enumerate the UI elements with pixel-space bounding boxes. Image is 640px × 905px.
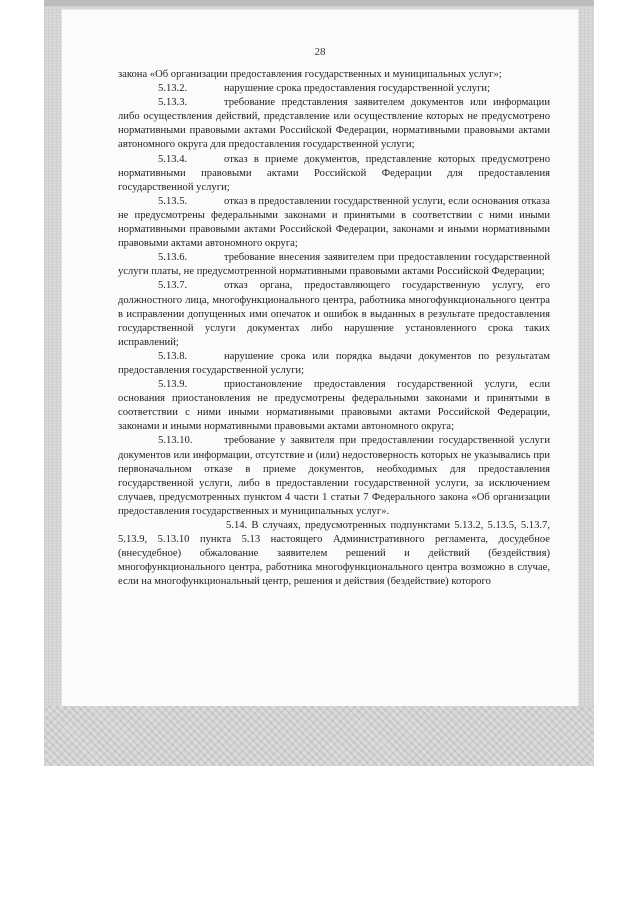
list-item	[118, 96, 550, 152]
paragraph-text: закона «Об организации предоставления государственных и муниципальных услуг»;	[118, 69, 502, 80]
list-item	[118, 378, 550, 434]
item-number: 5.13.7.	[158, 280, 188, 292]
list-item	[118, 279, 550, 349]
list-item	[118, 195, 550, 251]
item-number: 5.13.9.	[158, 379, 188, 391]
list-item	[118, 519, 550, 589]
list-item	[118, 153, 550, 195]
scan-noise-band	[44, 706, 594, 766]
page-number: 28	[314, 46, 326, 58]
item-number: 5.13.6.	[158, 252, 188, 264]
item-number: 5.13.5.	[158, 195, 188, 207]
item-number: 5.13.2.	[158, 83, 188, 95]
list-item	[118, 434, 550, 519]
list-item	[118, 82, 550, 96]
item-text: нарушение срока или порядка выдачи документов по результатам предоставления государственной услуги;	[118, 350, 550, 376]
item-text: отказ в предоставлении государственной услуги, если основания отказа не предусмотрены федеральными законами и принятыми в соответствии с ними иными нормативными правовыми актами Российской Федерации, законами и иными нормативными правовыми актами автономного округа;	[118, 195, 550, 250]
item-number: 5.13.8.	[158, 350, 188, 362]
item-text: нарушение срока предоставления государственной услуги;	[224, 83, 491, 95]
item-text: требование внесения заявителем при предоставлении государственной услуги платы, не предусмотренной нормативными правовыми актами Российской Федерации;	[118, 252, 550, 278]
item-text: требование у заявителя при предоставлении государственной услуги документов или информации, отсутствие и (или) недостоверность которых не указывались при первоначальном отказе в приеме документов, необходимых для предоставления государственной услуги, либо в предоставлении государственной услуги, за исключением случаев, предусмотренных пунктом 4 части 1 статьи 7 Федерального закона «Об организации предоставления государственных и муниципальных услуг».	[118, 435, 550, 517]
list-item	[118, 251, 550, 279]
item-text: 5.14. В случаях, предусмотренных подпунктами 5.13.2, 5.13.5, 5.13.7, 5.13.9, 5.13.10 пункта 5.13 настоящего Административного регламента, досудебное (внесудебное) обжалование заявителем решений и действий (бездействия) многофункционального центра, работника многофункционального центра возможно в случае, если на многофункциональный центр, решения и действия (бездействие) которого	[118, 520, 550, 588]
item-number: 5.13.10.	[158, 435, 193, 447]
list-item	[118, 350, 550, 378]
item-text: отказ в приеме документов, представление которых предусмотрено нормативными правовыми актами Российской Федерации для предоставления государственной услуги;	[118, 153, 550, 193]
item-number: 5.13.4.	[158, 153, 188, 165]
item-text: приостановление предоставления государственной услуги, если основания приостановления не предусмотрены федеральными законами и принятыми в соответствии с ними иными нормативными правовыми актами Российской Федерации, законами и иными нормативными правовыми актами автономного округа;	[118, 379, 550, 433]
item-text: отказ органа, предоставляющего государственную услугу, его должностного лица, многофункционального центра, работника многофункционального центра в исправлении допущенных ими опечаток и ошибок в выданных в результате предоставления государственной услуги документах либо нарушение установленного срока таких исправлений;	[118, 280, 550, 348]
document-body	[118, 68, 550, 589]
item-text: требование представления заявителем документов или информации либо осуществления действий, представление или осуществление которых не предусмотрено нормативными правовыми актами Российской Федерации, нормативными правовыми актами автономного округа для предоставления государственной услуги;	[118, 97, 550, 151]
paragraph-continuation	[118, 68, 550, 82]
item-number: 5.13.3.	[158, 97, 188, 109]
